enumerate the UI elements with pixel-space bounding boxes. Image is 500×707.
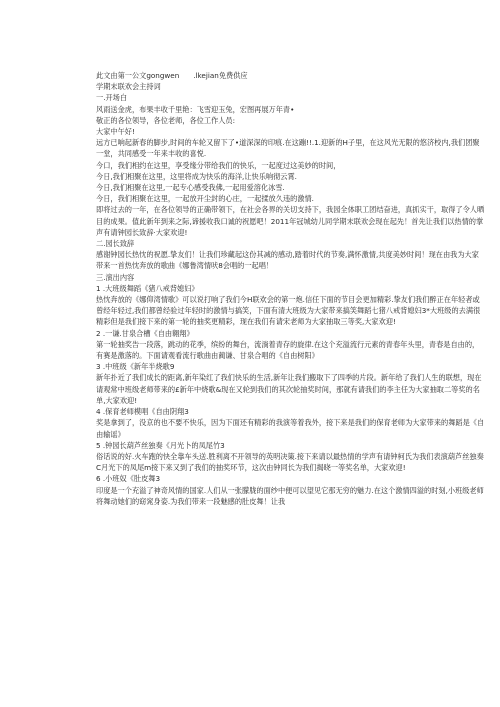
program-item-heading: 5 .钟园长葫芦丝独奏《月光卜的凤尾竹3: [96, 440, 225, 450]
program-item-heading: 1 .大班级舞蹈《猪八戒背媳妇》: [96, 283, 199, 293]
program-item-heading: 2 .一谦.甘泉合槽《自由翱翔》: [96, 328, 194, 338]
paragraph: 奖是拿到了，没京的也不要不快乐，因为下面还有精彩的我演等着我外，接下来是我们的保育老师为大家带来的舞蹈是《自由输谣》: [96, 418, 485, 439]
paragraph: 远方已响起新春的脚步,时间的车轮又留下了•道深深的印痕.在这蹦!!.1.迎新的H子里，在这风光无限的悠济校内,我们团聚一堂，共同感受一年来丰收的喜悦.: [96, 138, 480, 159]
source-header-right: .lkejian免费供应: [193, 71, 248, 80]
paragraph: 热忱奔放的《娜仰湾情歌》可以说打响了我们今H联欢会的第一炮.信任下面的节目会更加精彩.挚友们我们醉正在年轻者或曾经年轻过,我们都曾经验过年轻时的激情与搞笑，下面有清大班级为大家带来搞笑舞蹈七猪八戒背媳妇3*大班级的去满很精彩但是我们接下来的第一轮的抽奖更精彩，现在我们有请宋老师为大家抽取三等奖,大家欢迎!: [96, 295, 481, 327]
paragraph: 今口，我们相约在这里，享受缘分带给我们的快乐，一起度过这美妙的时间，: [96, 160, 341, 170]
paragraph: 印度是一个充溢了神奇风情的国家.人们从一张朦胧的面纱中便可以望见它那无穷的魅力.在这个激情四溢的时刻,小班级老师将舞动她们的窈窕身姿.为我们带来一段魅感的肚皮舞！让我: [96, 485, 484, 506]
paragraph: 今日,我们相聚在这里,一起专心感受我佛,一起用爱溶化冰雪.: [96, 183, 285, 193]
program-item-heading: 6 .小班奴《肚皮舞3: [96, 474, 161, 484]
section-heading-program: 三.演出内容: [96, 272, 135, 282]
paragraph: 俗话说的好.火车跑的快全靠车头送.胜利离不开领导的英明决策.接下来请以最热情的学声有请钟柯氏为我们表演葫芦丝独奏C月光下的凤尾m接下来又到了我们的抽奖环节，这次由钟同长为我们揭晓一等奖名单，大家欢迎!: [96, 451, 484, 473]
paragraph: 大家中午好!: [96, 127, 135, 137]
section-heading-opening: 一.开场白: [96, 93, 128, 103]
program-item-heading: 4 .保育老师模唱《自由阴翔3: [96, 407, 189, 417]
paragraph: 风雨送金虎，布果丰收千里艳：飞雪迎玉兔，宏图再展万年青•: [96, 104, 295, 114]
paragraph: 新年扑近了我们成长的距离,新年染红了我们快乐的生活,新年让我们搬取下了四季的片段。新年给了我们人生的联想，现在请观常中班级老师带来的£新年中烧歌&现在又轮到我们的其次轮抽奖时间，那就有请我们的李主任为大家抽取二等奖的名单,大家欢迎!: [96, 373, 482, 405]
source-header: [96, 70, 486, 81]
paragraph: 即将过去的一年，在各位领导的正确带领下，在社会各界的关切支持下，我园全体职工团结奋进，真抓实干，取得了令人晒目的成果。值此新年到来之际,谛援收我口诚的祝愿吧！2011年冠城幼儿同学期末联欢会现在起先！首先让我们以热情的掌声有请钟园长致辞·大家欢迎!: [96, 205, 485, 237]
paragraph: 敬正的各位领导，各位老师，各位工作人员:: [96, 115, 235, 125]
doc-title: 学期末联欢会主持词: [96, 82, 161, 92]
paragraph: 感谢钟园长热忱的祝愿.挚友们！让我们珍藏起这份其减的感动,踏着时代的节奏,满怀激情,共度美妙时间！现在由我为大家带来一首热忱奔放的歌曲《娜鲁湾情吠8会唱的一起唱！: [96, 250, 479, 271]
section-heading-principal: 二.园长致辞: [96, 239, 135, 249]
paragraph: 今日,我们相聚在这里，这里将成为快乐的海洋,让快乐响彻云霄.: [96, 171, 297, 181]
paragraph: 今日，我们相聚在这里，一起放开尘封的心庄，一起揉放久违的激情.: [96, 194, 314, 204]
source-header-left: 此文由第一公文gongwen: [96, 71, 180, 80]
program-item-heading: 3 .中班级《新年半烧歌9: [96, 362, 175, 372]
paragraph: 第一轮抽奖告一段落，跳动的花季，缤纷的舞台，流淌着青存的旋律.在这个充溢流行元素的青春年头里，青春是自由的，有赛是激落的。下面请观看流行歌曲由蔺谦、甘泉合唱的《自由树阳》: [96, 339, 480, 361]
